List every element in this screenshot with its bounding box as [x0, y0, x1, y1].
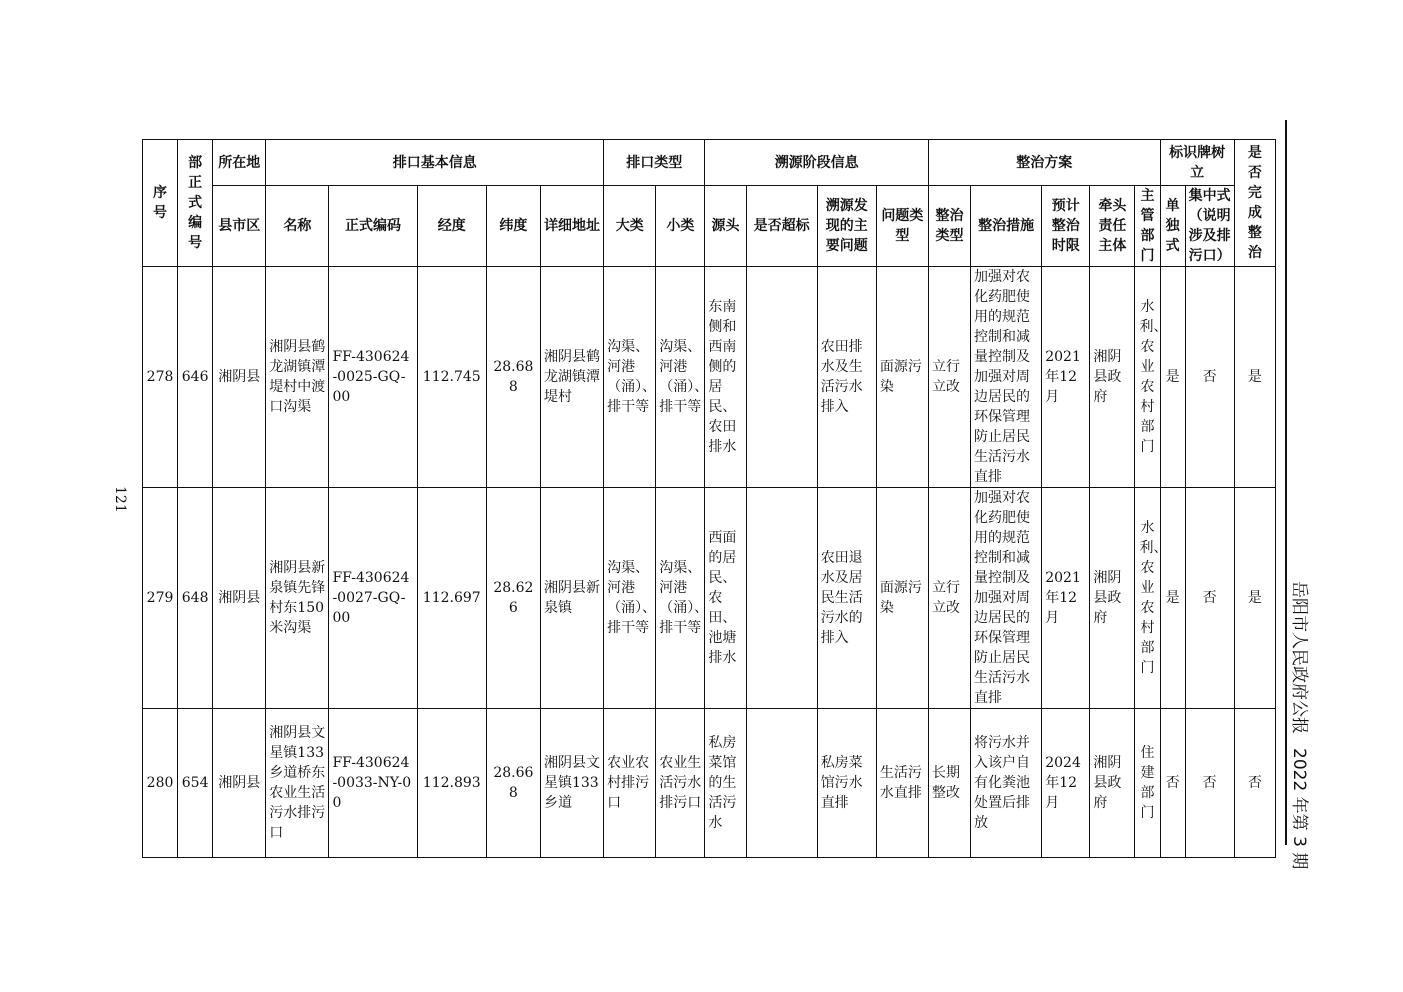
cell-exceed — [746, 488, 817, 709]
cell-code: FF-430624-0025-GQ-00 — [329, 267, 417, 488]
header-lat: 纬度 — [486, 186, 540, 267]
header-row-bottom — [143, 186, 1276, 267]
cell-lng: 112.745 — [417, 267, 486, 488]
table-row — [143, 709, 1276, 858]
header-seq: 序号 — [143, 140, 178, 267]
cell-lng: 112.893 — [417, 709, 486, 858]
cell-dept-code: 654 — [178, 709, 213, 858]
cell-source: 西面的居民、农田、池塘排水 — [705, 488, 746, 709]
cell-deadline: 2024年12月 — [1042, 709, 1090, 858]
header-source: 源头 — [705, 186, 746, 267]
cell-central: 否 — [1185, 267, 1234, 488]
cell-county: 湘阴县 — [213, 709, 266, 858]
cell-county: 湘阴县 — [213, 488, 266, 709]
header-address: 详细地址 — [540, 186, 603, 267]
cell-seq: 280 — [143, 709, 178, 858]
cell-code: FF-430624-0027-GQ-00 — [329, 488, 417, 709]
cell-code: FF-430624-0033-NY-00 — [329, 709, 417, 858]
cell-fix-type: 长期整改 — [928, 709, 970, 858]
cell-address: 湘阴县新泉镇 — [540, 488, 603, 709]
cell-dept-code: 648 — [178, 488, 213, 709]
header-lead: 牵头责任主体 — [1090, 186, 1135, 267]
header-exceed: 是否超标 — [746, 186, 817, 267]
cell-issue: 私房菜馆污水直排 — [817, 709, 876, 858]
cell-name: 湘阴县鹤龙湖镇潭堤村中渡口沟渠 — [266, 267, 329, 488]
cell-major: 农业农村排污口 — [604, 709, 656, 858]
cell-lead: 湘阴县政府 — [1090, 488, 1135, 709]
cell-seq: 278 — [143, 267, 178, 488]
cell-measures: 加强对农化药肥使用的规范控制和减量控制及加强对周边居民的环保管理防止居民生活污水直排 — [971, 267, 1042, 488]
cell-done: 是 — [1234, 267, 1275, 488]
header-lng: 经度 — [417, 186, 486, 267]
cell-single: 是 — [1160, 488, 1185, 709]
cell-deadline: 2021年12月 — [1042, 488, 1090, 709]
cell-county: 湘阴县 — [213, 267, 266, 488]
cell-lat: 28.668 — [486, 709, 540, 858]
cell-name: 湘阴县新泉镇先锋村东150米沟渠 — [266, 488, 329, 709]
cell-deadline: 2021年12月 — [1042, 267, 1090, 488]
cell-single: 否 — [1160, 709, 1185, 858]
cell-address: 湘阴县鹤龙湖镇潭堤村 — [540, 267, 603, 488]
header-minor: 小类 — [656, 186, 705, 267]
cell-fix-type: 立行立改 — [928, 267, 970, 488]
cell-lead: 湘阴县政府 — [1090, 267, 1135, 488]
page-number: 121 — [112, 486, 128, 513]
header-trace-info: 溯源阶段信息 — [705, 140, 929, 186]
header-issue: 溯源发现的主要问题 — [817, 186, 876, 267]
cell-dept: 住建部门 — [1135, 709, 1160, 858]
cell-issue-type: 面源污染 — [876, 488, 928, 709]
cell-issue: 农田退水及居民生活污水的排入 — [817, 488, 876, 709]
outlet-table — [142, 139, 1276, 858]
header-dept-code: 部正式编号 — [178, 140, 213, 267]
cell-issue-type: 面源污染 — [876, 267, 928, 488]
header-name: 名称 — [266, 186, 329, 267]
cell-single: 是 — [1160, 267, 1185, 488]
cell-minor: 农业生活污水排污口 — [656, 709, 705, 858]
cell-source: 私房菜馆的生活污水 — [705, 709, 746, 858]
header-outlet-type: 排口类型 — [604, 140, 705, 186]
cell-lead: 湘阴县政府 — [1090, 709, 1135, 858]
header-deadline: 预计整治时限 — [1042, 186, 1090, 267]
header-issue-type: 问题类型 — [876, 186, 928, 267]
table-row — [143, 267, 1276, 488]
header-single: 单独式 — [1160, 186, 1185, 267]
cell-source: 东南侧和西南侧的居民、农田排水 — [705, 267, 746, 488]
cell-minor: 沟渠、河港（涌）、排干等 — [656, 267, 705, 488]
cell-address: 湘阴县文星镇133乡道 — [540, 709, 603, 858]
running-head — [1286, 581, 1312, 870]
cell-measures: 加强对农化药肥使用的规范控制和减量控制及加强对周边居民的环保管理防止居民生活污水直排 — [971, 488, 1042, 709]
header-row-top — [143, 140, 1276, 186]
cell-dept: 水利、农业农村部门 — [1135, 488, 1160, 709]
header-plan: 整治方案 — [928, 140, 1160, 186]
cell-issue: 农田排水及生活污水排入 — [817, 267, 876, 488]
cell-major: 沟渠、河港（涌）、排干等 — [604, 267, 656, 488]
header-county: 县市区 — [213, 186, 266, 267]
cell-issue-type: 生活污水直排 — [876, 709, 928, 858]
cell-major: 沟渠、河港（涌）、排干等 — [604, 488, 656, 709]
cell-dept: 水利、农业农村部门 — [1135, 267, 1160, 488]
cell-name: 湘阴县文星镇133乡道桥东农业生活污水排污口 — [266, 709, 329, 858]
cell-done: 否 — [1234, 709, 1275, 858]
header-done: 是否完成整治 — [1234, 140, 1275, 267]
table-row — [143, 488, 1276, 709]
cell-seq: 279 — [143, 488, 178, 709]
cell-exceed — [746, 709, 817, 858]
cell-central: 否 — [1185, 488, 1234, 709]
publication-title: 岳阳市人民政府公报 — [1289, 581, 1309, 734]
cell-done: 是 — [1234, 488, 1275, 709]
header-sign: 标识牌树立 — [1160, 140, 1234, 186]
header-outlet-info: 排口基本信息 — [266, 140, 604, 186]
header-code: 正式编码 — [329, 186, 417, 267]
cell-lat: 28.626 — [486, 488, 540, 709]
cell-lat: 28.688 — [486, 267, 540, 488]
issue-label: 2022 年第 3 期 — [1289, 748, 1309, 870]
cell-central: 否 — [1185, 709, 1234, 858]
header-fix-type: 整治类型 — [928, 186, 970, 267]
cell-fix-type: 立行立改 — [928, 488, 970, 709]
cell-dept-code: 646 — [178, 267, 213, 488]
header-dept: 主管部门 — [1135, 186, 1160, 267]
cell-exceed — [746, 267, 817, 488]
header-major: 大类 — [604, 186, 656, 267]
cell-lng: 112.697 — [417, 488, 486, 709]
header-measures: 整治措施 — [971, 186, 1042, 267]
cell-minor: 沟渠、河港（涌）、排干等 — [656, 488, 705, 709]
cell-measures: 将污水并入该户自有化粪池处置后排放 — [971, 709, 1042, 858]
header-central: 集中式（说明涉及排污口） — [1185, 186, 1234, 267]
header-location: 所在地 — [213, 140, 266, 186]
